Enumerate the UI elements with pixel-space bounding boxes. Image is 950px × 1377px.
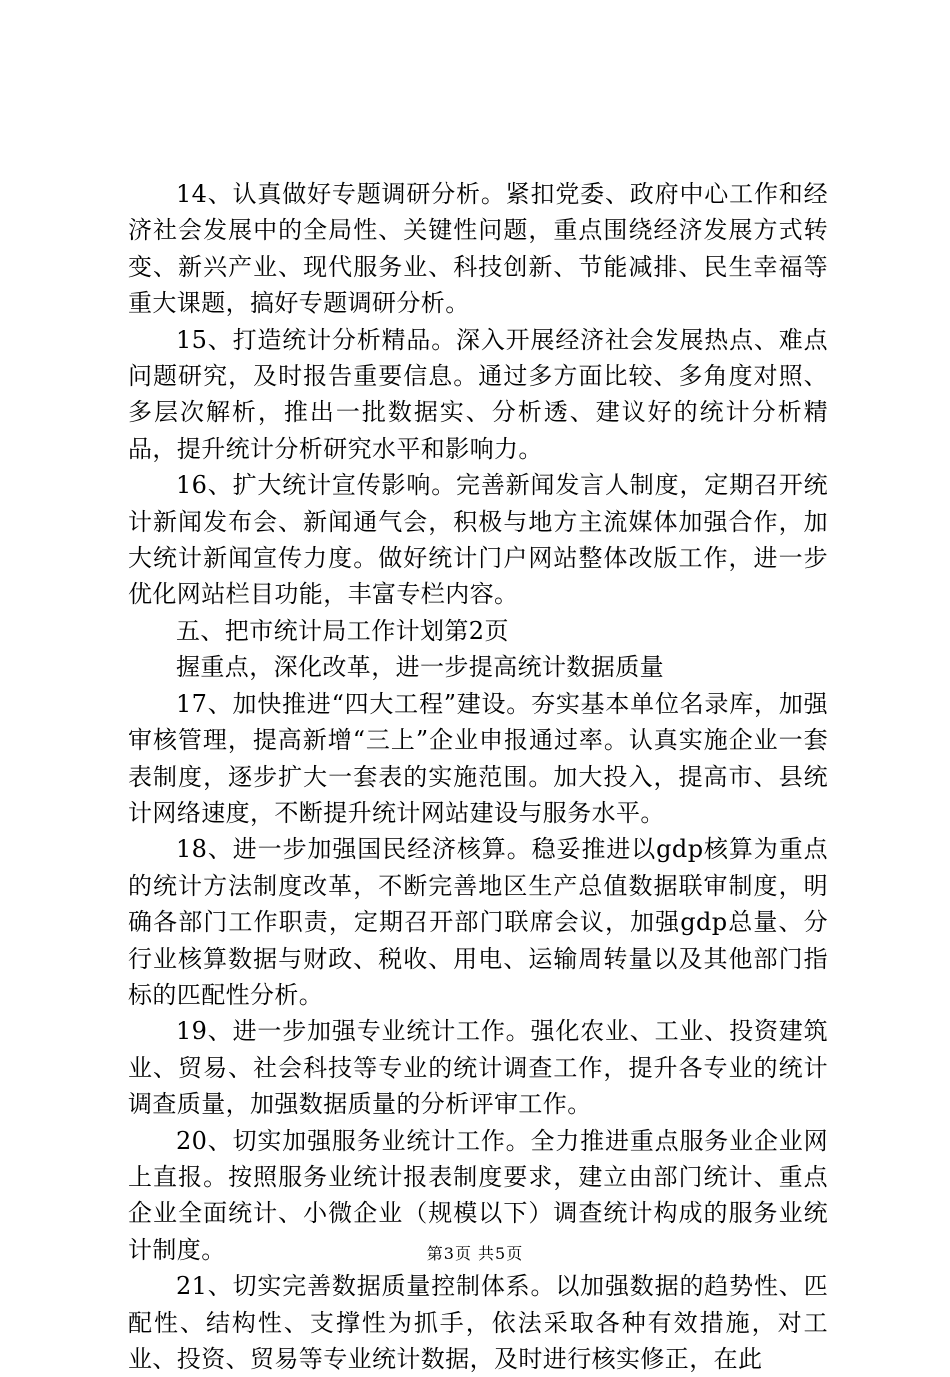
paragraph-item-14: 14、认真做好专题调研分析。紧扣党委、政府中心工作和经济社会发展中的全局性、关键性问题，重点围绕经济发展方式转变、新兴产业、现代服务业、科技创新、节能减排、民生幸福等重大课题，搞好专题调研分析。 [128,180,828,318]
paragraph-item-18: 18、进一步加强国民经济核算。稳妥推进以gdp核算为重点的统计方法制度改革，不断完善地区生产总值数据联审制度，明确各部门工作职责，定期召开部门联席会议，加强gdp总量、分行业核算数据与财政、税收、用电、运输周转量以及其他部门指标的匹配性分析。 [128,835,828,1009]
paragraph-item-19: 19、进一步加强专业统计工作。强化农业、工业、投资建筑业、贸易、社会科技等专业的统计调查工作，提升各专业的统计调查质量，加强数据质量的分析评审工作。 [128,1017,828,1119]
page-footer: 第3页 共5页 [426,1244,524,1263]
paragraph-item-17: 17、加快推进“四大工程”建设。夯实基本单位名录库，加强审核管理，提高新增“三上”企业申报通过率。认真实施企业一套表制度，逐步扩大一套表的实施范围。加大投入，提高市、县统计网络速度，不断提升统计网站建设与服务水平。 [128,689,828,827]
paragraph-item-16: 16、扩大统计宣传影响。完善新闻发言人制度，定期召开统计新闻发布会、新闻通气会，积极与地方主流媒体加强合作，加大统计新闻宣传力度。做好统计门户网站整体改版工作，进一步优化网站栏目功能，丰富专栏内容。 [128,471,828,609]
paragraph-item-20: 20、切实加强服务业统计工作。全力推进重点服务业企业网上直报。按照服务业统计报表制度要求，建立由部门统计、重点企业全面统计、小微企业（规模以下）调查统计构成的服务业统计制度。 [128,1126,828,1264]
paragraph-item-21: 21、切实完善数据质量控制体系。以加强数据的趋势性、匹配性、结构性、支撑性为抓手，依法采取各种有效措施，对工业、投资、贸易等专业统计数据，及时进行核实修正，在此 [128,1272,828,1373]
section-heading-5-continued: 握重点，深化改革，进一步提高统计数据质量 [176,653,664,682]
paragraph-item-15: 15、打造统计分析精品。深入开展经济社会发展热点、难点问题研究，及时报告重要信息。通过多方面比较、多角度对照、多层次解析，推出一批数据实、分析透、建议好的统计分析精品，提升统计分析研究水平和影响力。 [128,325,828,463]
section-heading-5: 五、把市统计局工作计划第2页 [176,616,509,645]
document-body [128,176,828,1377]
